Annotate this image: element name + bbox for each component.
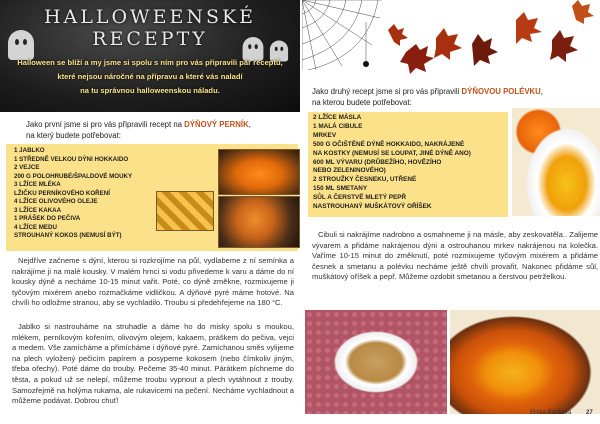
recipe2-ingredient-list — [313, 114, 508, 212]
pumpkin-soup-photo — [512, 108, 600, 216]
spider-icon — [363, 61, 369, 67]
list-item: NEBO ZELENINOVÉHO) — [313, 167, 386, 175]
list-item: NASTROUHANÝ MUŠKÁTOVÝ OŘÍŠEK — [313, 203, 432, 211]
gingerbread-photo — [156, 191, 214, 231]
recipe2-intro: Jako druhý recept jsme si pro vás připravili DÝŇOVOU POLÉVKU, na kterou budete potřebovat: — [312, 87, 543, 107]
hero-subtitle: Halloween se blíží a my jsme si spolu s ním pro vás připravili pár receptů, které nejsou náročné na přípravu a které vás naladí na tu správnou halloweenskou náladu. — [17, 58, 283, 95]
list-item: 2 VEJCE — [14, 164, 40, 171]
list-item: 200 G POLOHRUBÉ/ŠPALDOVÉ MOUKY — [14, 172, 133, 180]
carved-pumpkin-photo — [218, 196, 300, 248]
list-item: STROUHANÝ KOKOS (NEMUSÍ BÝT) — [14, 232, 122, 239]
page-number: 27 — [586, 410, 593, 416]
list-item: LŽIČKU PERNÍKOVÉHO KOŘENÍ — [14, 189, 110, 197]
recipe1-paragraph-2: Jablko si nastrouháme na struhadle a dáme ho do misky spolu s moukou, mlékem, perníkovým kořením, olivovým olejem, kakaem, práškem do pečiva, vejci a medem. Vše zamícháme a přimícháme i dýňové pyré. Zamíchanou směs vylijeme na plech vyložený pečicím papírem a posypeme kokosem (nebo čímkoliv jiným, třeba ořechy). Poté dáme do trouby. Pečeme 35-40 minut. Párátkem píchneme do těsta, a pokud už se nelepí, můžeme troubu vypnout a plech vytáhnout z trouby. Samozřejmě na holýma rukama, ale rukavicemi na pečení. Necháme vychladnout a můžeme podávat. Dobrou chuť! — [12, 322, 294, 406]
soup-bowl-photo — [305, 310, 447, 414]
pumpkin-puree-photo — [218, 149, 300, 195]
author-name: Eliška Bártková — [530, 410, 572, 416]
list-item: 2 STROUŽKY ČESNEKU, UTŘENÉ — [313, 176, 417, 184]
hero-banner — [0, 0, 300, 112]
recipe1-intro: Jako první jsme si pro vás připravili recept na DÝŇOVÝ PERNÍK, na který budete potřebovat: — [26, 120, 251, 140]
list-item: 1 JABLKO — [14, 147, 45, 154]
list-item: 500 G OČIŠTĚNÉ DÝNĚ HOKKAIDO, NAKRÁJENÉ — [313, 140, 465, 148]
recipe2-paragraph: Cibuli si nakrájíme nadrobno a osmahneme ji na másle, aby zeskovatěla.. Zalijeme vývarem a přidáme nakrájenou dýni a ostrouhanou mrkev nakrájenou na kolečka. Vaříme 10-15 minut do změknutí, poté rozmixujeme tyčovým mixérem a přidáme česnek a smetanu a polévku necháme ještě chvíli provařit. Nakonec přidáme sůl, muškátový oříšek a pepř. Můžeme ozdobit smetanou a čerstvou petrželkou. — [312, 230, 598, 282]
list-item: 2 LŽÍCE MÁSLA — [313, 114, 362, 121]
list-item: MRKEV — [313, 131, 337, 139]
list-item: 1 PRÁŠEK DO PEČIVA — [14, 215, 81, 222]
list-item: 3 LŽÍCE KAKAA — [14, 206, 62, 214]
list-item: SŮL A ČERSTVĚ MLETÝ PEPŘ — [313, 194, 407, 202]
autumn-leaves-icon — [376, 0, 600, 82]
recipe1-ingredients-box — [6, 144, 298, 251]
list-item: 1 MALÁ CIBULE — [313, 122, 363, 130]
list-item: 4 LŽÍCE MEDU — [14, 223, 57, 231]
recipe2-dish-name: DÝŇOVOU POLÉVKU — [461, 87, 541, 96]
recipe1-paragraph-1: Nejdříve začneme s dýní, kterou si rozkrojíme na půl, vydlabeme z ní semínka a nakrájíme ji na malé kousky. V malém hrnci si vodu přivedeme k varu a dáme do ní kousky dýně a necháme 10-15 minut vařit. Poté, co dýně změkne, rozmixujeme ji tyčovým mixérem anebo rozmačkáme vidličkou. A dýňové pyré máme hotové. Na chvíli ho odložme stranou, aby se vychladilo. Troubu si předehřejeme na 180 °C. — [12, 256, 294, 308]
list-item: 3 LŽÍCE MLÉKA — [14, 181, 61, 188]
recipe1-dish-name: DÝŇOVÝ PERNÍK — [184, 120, 249, 129]
recipe1-ingredient-list — [14, 147, 164, 241]
list-item: 1 STŘEDNĚ VELKOU DÝNI HOKKAIDO — [14, 155, 129, 163]
recipe2-ingredients-box — [308, 112, 508, 217]
list-item: 4 LŽÍCE OLIVOVÉHO OLEJE — [14, 198, 98, 205]
list-item: 150 ML SMETANY — [313, 185, 368, 193]
list-item: 600 ML VÝVARU (DRŮBEŽÍHO, HOVĚZÍHO — [313, 158, 442, 166]
soup-in-pumpkin-photo — [450, 310, 600, 414]
list-item: NA KOSTKY (NEMUSÍ SE LOUPAT, JINÉ DÝNĚ ANO) — [313, 149, 471, 157]
spider-web-icon — [302, 0, 382, 70]
page-title: HALLOWEENSKÉ RECEPTY — [43, 6, 257, 50]
